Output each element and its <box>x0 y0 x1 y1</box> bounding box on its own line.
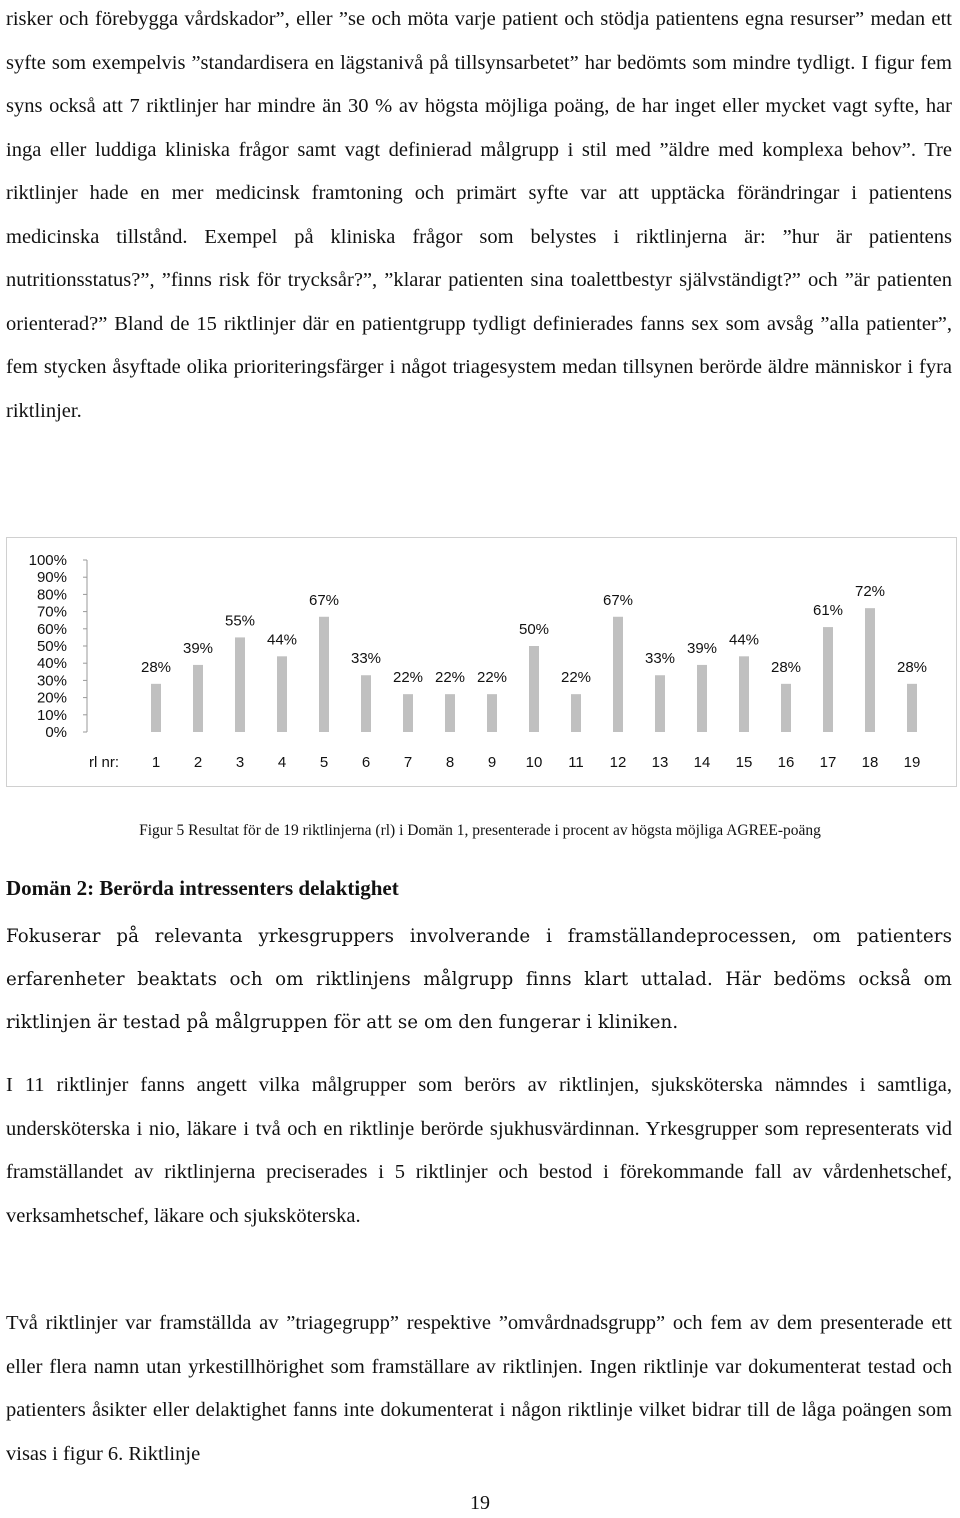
data-label-1: 28% <box>140 658 172 676</box>
y-tick-label: 0% <box>45 724 67 741</box>
x-tick-label-12: 12 <box>609 754 627 771</box>
data-label-11: 22% <box>560 669 592 687</box>
y-tick-label: 60% <box>36 620 67 638</box>
data-label-14: 39% <box>686 639 718 657</box>
y-tick-label: 50% <box>36 638 67 655</box>
bar-14 <box>697 665 707 732</box>
figure-caption: Figur 5 Resultat för de 19 riktlinjerna (rl) i Domän 1, presenterade i procent av högsta möjliga AGREE-poäng <box>139 822 821 839</box>
x-tick-label-14: 14 <box>693 754 711 771</box>
y-tick-label: 70% <box>36 603 67 621</box>
x-tick-label-7: 7 <box>403 754 413 771</box>
y-tick-label: 90% <box>36 569 67 587</box>
x-tick-label-17: 17 <box>819 754 837 771</box>
x-tick-label-10: 10 <box>525 754 543 771</box>
x-tick-label-11: 11 <box>568 754 584 771</box>
x-tick-label-19: 19 <box>903 754 921 771</box>
data-label-10: 50% <box>518 621 550 638</box>
data-label-15: 44% <box>728 631 760 649</box>
x-tick-label-3: 3 <box>235 754 245 771</box>
bar-3 <box>235 637 245 732</box>
y-tick-label: 80% <box>36 586 67 604</box>
figure-5-chart <box>6 537 957 787</box>
y-tick-label: 100% <box>28 552 67 569</box>
bar-19 <box>907 684 917 732</box>
x-axis-label: rl nr: <box>89 754 119 771</box>
data-label-5: 67% <box>308 591 340 609</box>
data-label-13: 33% <box>644 650 676 668</box>
y-tick-label: 30% <box>36 672 67 690</box>
bar-6 <box>361 675 371 732</box>
x-tick-label-1: 1 <box>151 754 161 771</box>
bar-11 <box>571 694 581 732</box>
bar-1 <box>151 684 161 732</box>
bar-13 <box>655 675 665 732</box>
bar-7 <box>403 694 413 732</box>
x-tick-label-2: 2 <box>193 754 203 771</box>
x-tick-label-18: 18 <box>861 754 879 771</box>
data-label-19: 28% <box>896 658 928 676</box>
bar-9 <box>487 694 497 732</box>
data-label-12: 67% <box>602 591 634 609</box>
data-label-6: 33% <box>350 650 382 668</box>
bar-5 <box>319 617 329 732</box>
bar-18 <box>865 608 875 732</box>
x-tick-label-5: 5 <box>319 754 329 771</box>
x-tick-label-13: 13 <box>651 754 669 771</box>
y-tick-label: 10% <box>36 706 67 724</box>
x-tick-label-9: 9 <box>487 754 497 771</box>
data-label-17: 61% <box>812 602 844 620</box>
data-label-3: 55% <box>224 612 256 630</box>
page-number: 19 <box>470 1492 490 1514</box>
data-label-4: 44% <box>266 631 298 649</box>
data-label-8: 22% <box>434 669 466 687</box>
data-label-18: 72% <box>854 583 886 601</box>
body-paragraph-1: risker och förebygga vårdskador”, eller ”se och möta varje patient och stödja patientens egna resurser” medan ett syfte som exempelvis ”standardisera en lägstanivå på tillsynsarbetet” har bedömts som mindre tydligt. I figur fem syns också att 7 riktlinjer har mindre än 30 % av högsta möjliga poäng, de har inget eller mycket vagt syfte, har inga eller luddiga kliniska frågor samt vagt definierad målgrupp i stil med ”äldre med komplexa behov”. Tre riktlinjer hade en mer medicinsk framtoning och primärt syfte var att upptäcka förändringar i patientens medicinska tillstånd. Exempel på kliniska frågor som belystes i riktlinjerna är: ”hur är patientens nutritionsstatus?”, ”finns risk för trycksår?”, ”klarar patienten sina toalettbestyr självständigt?” och ”är patienten orienterad?” Bland de 15 riktlinjer där en patientgrupp tydligt definierades fanns sex som avsåg ”alla patienter”, fem stycken åsyftade olika prioriteringsfärger i något triagesystem medan tillsynen berörde äldre människor i fyra riktlinjer. <box>6 8 952 422</box>
bar-10 <box>529 646 539 732</box>
bar-2 <box>193 665 203 732</box>
body-paragraph-3: I 11 riktlinjer fanns angett vilka målgrupper som berörs av riktlinjen, sjuksköterska nämndes i samtliga, undersköterska i nio, läkare i två och en riktlinje berörde sjukhusvärdinnan. Yrkesgrupper som representerats vid framställandet av riktlinjerna preciserades i 5 riktlinjer och bestod i förekommande fall av vårdenhetschef, verksamhetschef, läkare och sjuksköterska. <box>6 1074 952 1227</box>
data-label-9: 22% <box>476 669 508 687</box>
bar-16 <box>781 684 791 732</box>
data-label-7: 22% <box>392 669 424 687</box>
section-heading: Domän 2: Berörda intressenters delaktighet <box>6 876 399 900</box>
bar-12 <box>613 617 623 732</box>
bar-8 <box>445 694 455 732</box>
body-paragraph-4: Två riktlinjer var framställda av ”triagegrupp” respektive ”omvårdnadsgrupp” och fem av dem presenterade ett eller flera namn utan yrkestillhörighet som framställare av riktlinjen. Ingen riktlinje var dokumenterat testad och patienters åsikter eller delaktighet fanns inte dokumenterat i någon riktlinje vilket bidrar till de låga poängen som visas i figur 6. Riktlinje <box>6 1312 952 1465</box>
y-tick-label: 20% <box>36 689 67 707</box>
x-tick-label-15: 15 <box>735 754 753 771</box>
x-tick-label-4: 4 <box>277 754 287 771</box>
bar-15 <box>739 656 749 732</box>
body-paragraph-2: Fokuserar på relevanta yrkesgruppers involverande i framställandeprocessen, om patienters erfarenheter beaktats och om riktlinjens målgrupp finns klart uttalad. Här bedöms också om riktlinjen är testad på målgruppen för att se om den fungerar i kliniken. <box>6 926 952 1033</box>
x-tick-label-16: 16 <box>777 754 795 771</box>
data-label-2: 39% <box>182 639 214 657</box>
y-tick-label: 40% <box>36 655 67 673</box>
bar-17 <box>823 627 833 732</box>
bar-chart <box>7 538 958 788</box>
x-tick-label-8: 8 <box>445 754 455 771</box>
x-tick-label-6: 6 <box>361 754 371 771</box>
bar-4 <box>277 656 287 732</box>
data-label-16: 28% <box>770 658 802 676</box>
